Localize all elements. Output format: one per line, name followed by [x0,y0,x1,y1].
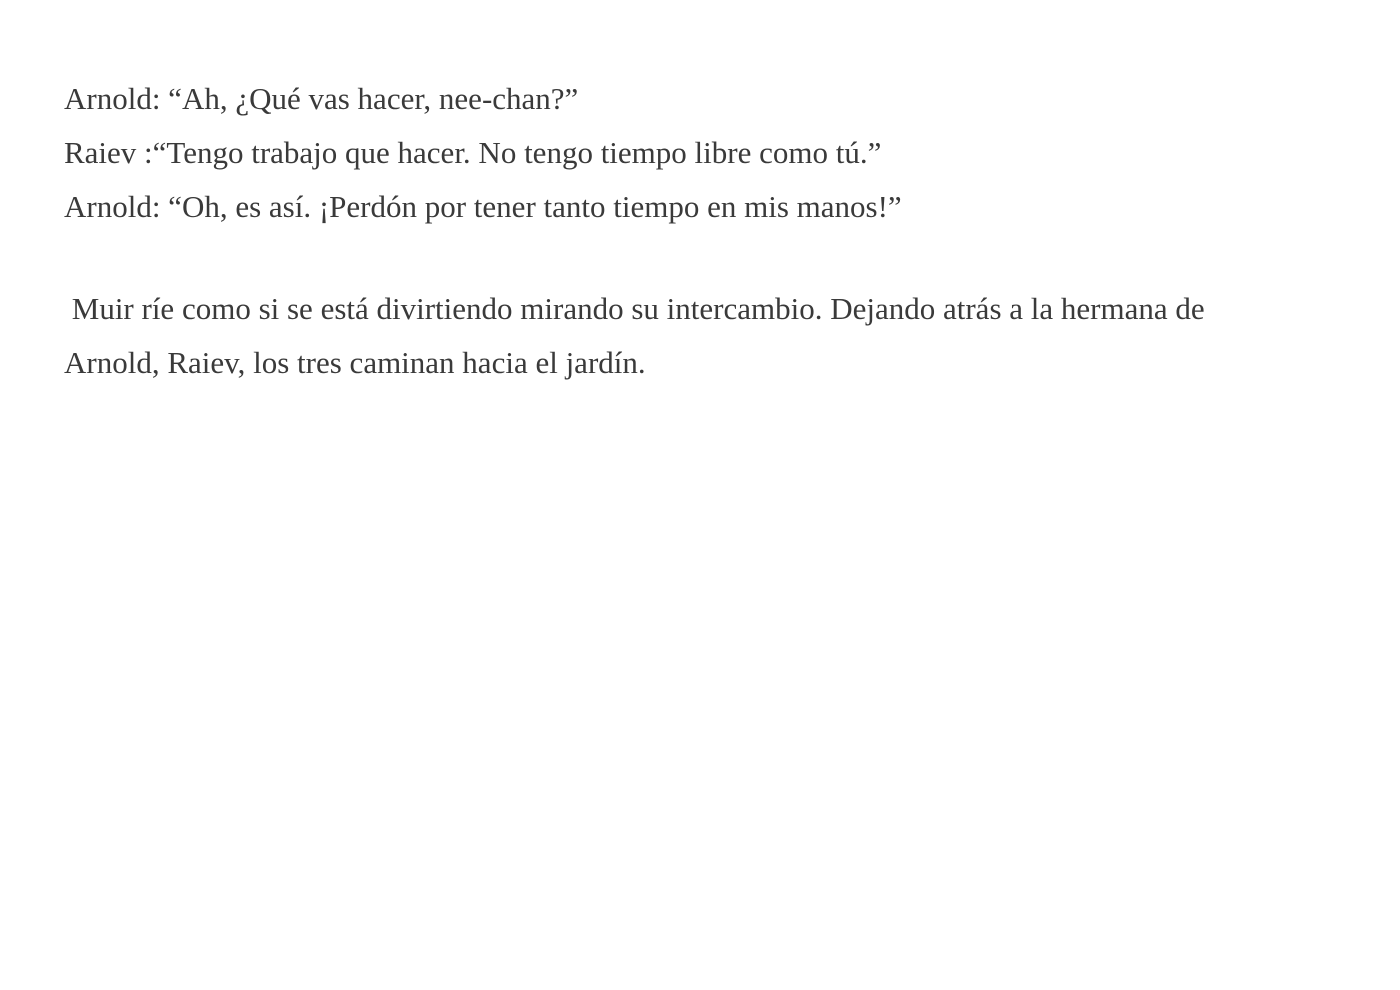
narration-line-1: Muir ríe como si se está divirtiendo mirando su intercambio. Dejando atrás a la hermana de [64,291,1205,326]
dialogue-line-arnold-1: Arnold: “Ah, ¿Qué vas hacer, nee-chan?” [64,81,579,116]
document-page [64,72,1354,390]
paragraph-gap [64,234,1354,282]
dialogue-line-arnold-2: Arnold: “Oh, es así. ¡Perdón por tener tanto tiempo en mis manos!” [64,189,902,224]
narration-line-2: Arnold, Raiev, los tres caminan hacia el jardín. [64,345,646,380]
dialogue-line-raiev: Raiev :“Tengo trabajo que hacer. No tengo tiempo libre como tú.” [64,135,882,170]
